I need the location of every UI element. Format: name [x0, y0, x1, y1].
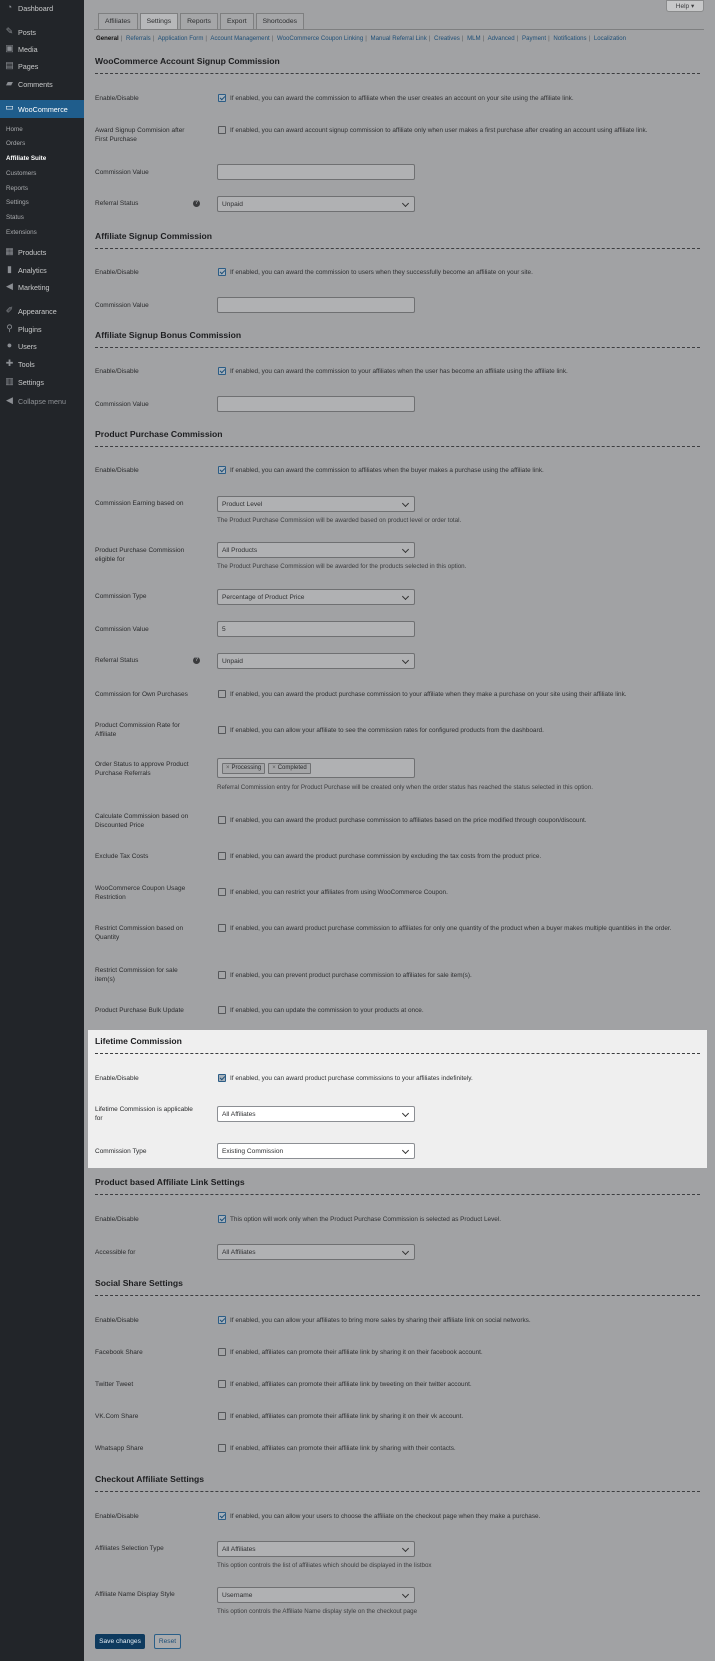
field-label: Enable/Disable [95, 1513, 139, 1520]
tab-affiliates[interactable]: Affiliates [98, 13, 138, 29]
field-label: Product Purchase Bulk Update [95, 1007, 184, 1014]
status-chip[interactable]: × Processing [222, 763, 265, 774]
field-label: Product Purchase Commission eligible for [95, 547, 185, 563]
accessible-for-select[interactable]: All Affiliates [217, 1244, 415, 1260]
field-label: Commission Value [95, 626, 149, 633]
menu-settings[interactable]: ▥ Settings [5, 376, 44, 387]
section-divider [95, 347, 700, 348]
checkout-affiliate-enable-checkbox[interactable] [218, 1512, 226, 1520]
account-signup-status-select[interactable]: Unpaid [217, 196, 415, 212]
coupon-restriction-checkbox[interactable] [218, 888, 226, 896]
field-description: If enabled, you can restrict your affiliates from using WooCommerce Coupon. [230, 889, 448, 896]
lifetime-applicable-select[interactable]: All Affiliates [217, 1106, 415, 1122]
section-divider [95, 1053, 700, 1054]
section-title-affiliate-signup: Affiliate Signup Commission [95, 231, 212, 241]
section-divider [95, 1295, 700, 1296]
tab-export[interactable]: Export [220, 13, 254, 29]
help-button[interactable]: Help ▾ [666, 0, 704, 12]
field-label: Calculate Commission based on Discounted Price [95, 813, 189, 829]
field-description: If enabled, you can allow your affiliates to bring more sales by sharing their affiliate link on social networks. [230, 1317, 531, 1324]
section-title-lifetime-commission: Lifetime Commission [95, 1036, 182, 1046]
pages-icon: ▤ [5, 60, 14, 70]
subnav-localization[interactable]: Localization [593, 35, 627, 42]
field-label: Commission Value [95, 302, 149, 309]
field-label: Referral Status [95, 200, 139, 207]
field-hint: Referral Commission entry for Product Purchase will be created only when the order status has reached the status selected in this option. [217, 784, 593, 791]
field-label: Award Signup Commision after First Purchase [95, 127, 185, 143]
field-label: Enable/Disable [95, 467, 139, 474]
signup-bonus-enable-checkbox[interactable] [218, 367, 226, 375]
section-title-product-purchase: Product Purchase Commission [95, 429, 223, 439]
field-description: If enabled, you can award the product purchase commission to your affiliate when they make a purchase on your site using their affiliate link. [230, 691, 627, 698]
twitter-tweet-checkbox[interactable] [218, 1380, 226, 1388]
field-description: If enabled, you can award account signup commission to affiliate only when user makes a first purchase after creating an account using affiliate link. [230, 127, 648, 134]
field-label: Product Commission Rate for Affiliate [95, 722, 180, 738]
field-description: If enabled, you can award product purchase commission to affiliates for only one quantity of the product when a buyer makes multiple quantities in the order. [230, 925, 672, 932]
help-tooltip-icon[interactable]: ? [194, 200, 199, 206]
field-label: Commission for Own Purchases [95, 691, 188, 698]
field-label: Enable/Disable [95, 95, 139, 102]
help-tooltip-icon[interactable]: ? [194, 657, 199, 663]
subnav-notifications[interactable]: Notifications [553, 35, 587, 42]
field-description: If enabled, you can prevent product purchase commission to affiliates for sale item(s). [230, 972, 472, 979]
field-description: If enabled, you can award the commission to your affiliates when the user has become an affiliate using the affiliate link. [230, 368, 568, 375]
field-label: Enable/Disable [95, 1075, 139, 1082]
collapse-icon: ◀ [6, 395, 13, 405]
subnav-advanced[interactable]: Advanced [487, 35, 515, 42]
subnav-account-management[interactable]: Account Management [210, 35, 270, 42]
settings-tabs [98, 13, 304, 29]
field-label: Commission Value [95, 169, 149, 176]
subnav-application-form[interactable]: Application Form [157, 35, 204, 42]
field-label: Whatsapp Share [95, 1445, 144, 1452]
order-status-multiselect[interactable] [217, 758, 415, 778]
subnav-creatives[interactable]: Creatives [434, 35, 460, 42]
woocommerce-icon: ▭ [5, 102, 14, 112]
product-link-enable-checkbox[interactable] [218, 1215, 226, 1223]
field-label: Affiliates Selection Type [95, 1545, 164, 1552]
analytics-icon: ▮ [7, 264, 12, 274]
menu-products[interactable]: ▦ Products [5, 246, 47, 257]
field-label: Lifetime Commission is applicable for [95, 1106, 193, 1122]
section-title-signup-bonus: Affiliate Signup Bonus Commission [95, 330, 242, 340]
settings-icon: ▥ [5, 376, 14, 386]
field-description: If enabled, you can allow your users to choose the affiliate on the checkout page when they make a purchase. [230, 1513, 541, 1520]
tab-shortcodes[interactable]: Shortcodes [256, 13, 304, 29]
field-label: Restrict Commission based on Quantity [95, 925, 184, 941]
field-description: This option will work only when the Product Purchase Commission is selected as Product Level. [230, 1216, 502, 1223]
field-hint: This option controls the Affiliate Name display style on the checkout page [217, 1608, 418, 1615]
field-description: If enabled, you can award the commission to affiliates when the buyer makes a purchase using the affiliate link. [230, 467, 544, 474]
submenu-orders[interactable]: Orders [6, 139, 26, 147]
field-label: Twitter Tweet [95, 1381, 134, 1388]
product-commission-value-input[interactable]: 5 [217, 621, 415, 637]
subnav-coupon-linking[interactable]: WooCommerce Coupon Linking [276, 35, 364, 42]
affiliate-signup-enable-checkbox[interactable] [218, 268, 226, 276]
pushpin-icon: ✎ [5, 26, 14, 36]
account-signup-value-input[interactable] [217, 164, 415, 180]
subnav-payment[interactable]: Payment [522, 35, 547, 42]
collapse-menu-button[interactable]: ◀ Collapse menu [6, 395, 66, 406]
field-hint: The Product Purchase Commission will be awarded for the products selected in this option. [217, 563, 467, 570]
product-purchase-enable-checkbox[interactable] [218, 466, 226, 474]
submenu-settings[interactable]: Settings [6, 198, 29, 206]
field-description: If enabled, you can award the product purchase commission to affiliates based on the price modified through coupon/discount. [230, 817, 587, 824]
paintbrush-icon: ✐ [5, 305, 14, 315]
submenu-reports[interactable]: Reports [6, 184, 29, 192]
menu-plugins[interactable]: ⚲ Plugins [6, 323, 42, 334]
field-label: Facebook Share [95, 1349, 143, 1356]
menu-pages[interactable]: ▤ Pages [5, 60, 39, 71]
section-divider [95, 446, 700, 447]
wrench-icon: ✚ [5, 358, 14, 368]
tabs-divider [94, 29, 704, 30]
quantity-restriction-checkbox[interactable] [218, 924, 226, 932]
section-title-product-link: Product based Affiliate Link Settings [95, 1177, 245, 1187]
commission-type-select[interactable]: Percentage of Product Price [217, 589, 415, 605]
field-description: If enabled, you can award the commission to affiliate when the user creates an account on your site using the affiliate link. [230, 95, 574, 102]
settings-subnav: General | Referrals | Application Form | Account Management | WooCommerce Coupon Linking | Manual Referral Link | Creatives | MLM | Advanced | Payment | Notifications | Localization [96, 35, 627, 42]
field-label: Referral Status [95, 657, 139, 664]
section-divider [95, 248, 700, 249]
menu-tools[interactable]: ✚ Tools [5, 358, 35, 369]
affiliates-selection-type-select[interactable]: All Affiliates [217, 1541, 415, 1557]
field-label: Enable/Disable [95, 269, 139, 276]
submenu-affiliate-suite[interactable]: Affiliate Suite [6, 154, 47, 162]
product-referral-status-select[interactable]: Unpaid [217, 653, 415, 669]
dashboard-icon: ◔ [6, 2, 13, 12]
field-hint: The Product Purchase Commission will be awarded based on product level or order total. [217, 517, 462, 524]
field-description: If enabled, affiliates can promote their affiliate link by tweeting on their twitter account. [230, 1381, 472, 1388]
whatsapp-share-checkbox[interactable] [218, 1444, 226, 1452]
field-label: Commission Type [95, 593, 147, 600]
field-description: If enabled, you can award product purchase commissions to your affiliates indefinitely. [230, 1075, 473, 1082]
field-label: Order Status to approve Product Purchase Referrals [95, 761, 189, 777]
field-hint: This option controls the list of affiliates which should be displayed in the listbox [217, 1562, 432, 1569]
submenu-home[interactable]: Home [6, 125, 23, 133]
facebook-share-checkbox[interactable] [218, 1348, 226, 1356]
tab-settings[interactable]: Settings [140, 13, 179, 29]
section-title-account-signup: WooCommerce Account Signup Commission [95, 56, 280, 66]
field-label: Enable/Disable [95, 1216, 139, 1223]
vk-share-checkbox[interactable] [218, 1412, 226, 1420]
first-purchase-checkbox[interactable] [218, 126, 226, 134]
subnav-manual-referral-link[interactable]: Manual Referral Link [370, 35, 427, 42]
field-label: Commission Earning based on [95, 500, 184, 507]
admin-sidebar [0, 0, 84, 1661]
products-icon: ▦ [5, 246, 14, 256]
menu-woocommerce[interactable]: ▭ WooCommerce [0, 100, 84, 118]
affiliate-signup-value-input[interactable] [217, 297, 415, 313]
exclude-tax-checkbox[interactable] [218, 852, 226, 860]
menu-users[interactable]: ● Users [6, 340, 37, 351]
discount-price-checkbox[interactable] [218, 816, 226, 824]
submenu-customers[interactable]: Customers [6, 169, 37, 177]
field-label: Restrict Commission for sale item(s) [95, 967, 178, 983]
remove-chip-icon[interactable]: × [272, 765, 276, 771]
menu-marketing[interactable]: ◀ Marketing [6, 281, 50, 292]
submenu-status[interactable]: Status [6, 213, 24, 221]
users-icon: ● [6, 340, 13, 350]
field-label: Enable/Disable [95, 368, 139, 375]
own-purchase-checkbox[interactable] [218, 690, 226, 698]
main-content [84, 0, 715, 1661]
menu-appearance[interactable]: ✐ Appearance [5, 305, 57, 316]
affiliate-name-display-select[interactable]: Username [217, 1587, 415, 1603]
field-label: Commission Type [95, 1148, 147, 1155]
subnav-referrals[interactable]: Referrals [126, 35, 151, 42]
plugin-icon: ⚲ [6, 323, 13, 333]
field-label: Exclude Tax Costs [95, 853, 149, 860]
save-changes-button[interactable]: Save changes [95, 1634, 145, 1649]
field-description: If enabled, affiliates can promote their affiliate link by sharing it on their vk account. [230, 1413, 464, 1420]
commission-rate-checkbox[interactable] [218, 726, 226, 734]
eligible-products-select[interactable]: All Products [217, 542, 415, 558]
field-label: Commission Value [95, 401, 149, 408]
status-chip[interactable]: × Completed [268, 763, 311, 774]
field-label: Enable/Disable [95, 1317, 139, 1324]
field-description: If enabled, you can update the commission to your products at once. [230, 1007, 424, 1014]
menu-media[interactable]: ▣ Media [5, 43, 38, 54]
lifetime-commission-type-select[interactable]: Existing Commission [217, 1143, 415, 1159]
remove-chip-icon[interactable]: × [226, 765, 230, 771]
subnav-mlm[interactable]: MLM [467, 35, 481, 42]
subnav-general[interactable]: General [96, 35, 119, 42]
field-label: Affiliate Name Display Style [95, 1591, 175, 1598]
field-label: VK.Com Share [95, 1413, 139, 1420]
field-description: If enabled, you can allow your affiliate to see the commission rates for configured products from the dashboard. [230, 727, 544, 734]
reset-button[interactable]: Reset [154, 1634, 181, 1649]
field-description: If enabled, affiliates can promote their affiliate link by sharing with their contacts. [230, 1445, 456, 1452]
comments-icon: ▰ [6, 78, 13, 88]
section-divider [95, 1491, 700, 1492]
commission-earning-select[interactable]: Product Level [217, 496, 415, 512]
section-divider [95, 73, 700, 74]
section-title-social-share: Social Share Settings [95, 1278, 183, 1288]
field-description: If enabled, you can award the commission to users when they successfully become an affiliate on your site. [230, 269, 533, 276]
field-label: Accessible for [95, 1249, 136, 1256]
megaphone-icon: ◀ [6, 281, 13, 291]
field-description: If enabled, affiliates can promote their affiliate link by sharing it on their facebook account. [230, 1349, 483, 1356]
menu-posts[interactable]: ✎ Posts [5, 26, 36, 37]
signup-bonus-value-input[interactable] [217, 396, 415, 412]
field-description: If enabled, you can award the product purchase commission by excluding the tax costs from the product price. [230, 853, 542, 860]
menu-comments[interactable]: ▰ Comments [6, 78, 53, 89]
section-title-checkout-affiliate: Checkout Affiliate Settings [95, 1474, 205, 1484]
section-divider [95, 1194, 700, 1195]
sale-item-restriction-checkbox[interactable] [218, 971, 226, 979]
submenu-extensions[interactable]: Extensions [6, 228, 37, 236]
menu-dashboard[interactable]: ◔ Dashboard [6, 2, 54, 13]
bulk-update-checkbox[interactable] [218, 1006, 226, 1014]
social-share-enable-checkbox[interactable] [218, 1316, 226, 1324]
menu-analytics[interactable]: ▮ Analytics [0, 262, 84, 279]
lifetime-commission-enable-checkbox[interactable] [218, 1074, 226, 1082]
field-label: WooCommerce Coupon Usage Restriction [95, 885, 186, 901]
tab-reports[interactable]: Reports [180, 13, 218, 29]
account-signup-enable-checkbox[interactable] [218, 94, 226, 102]
media-icon: ▣ [5, 43, 14, 53]
